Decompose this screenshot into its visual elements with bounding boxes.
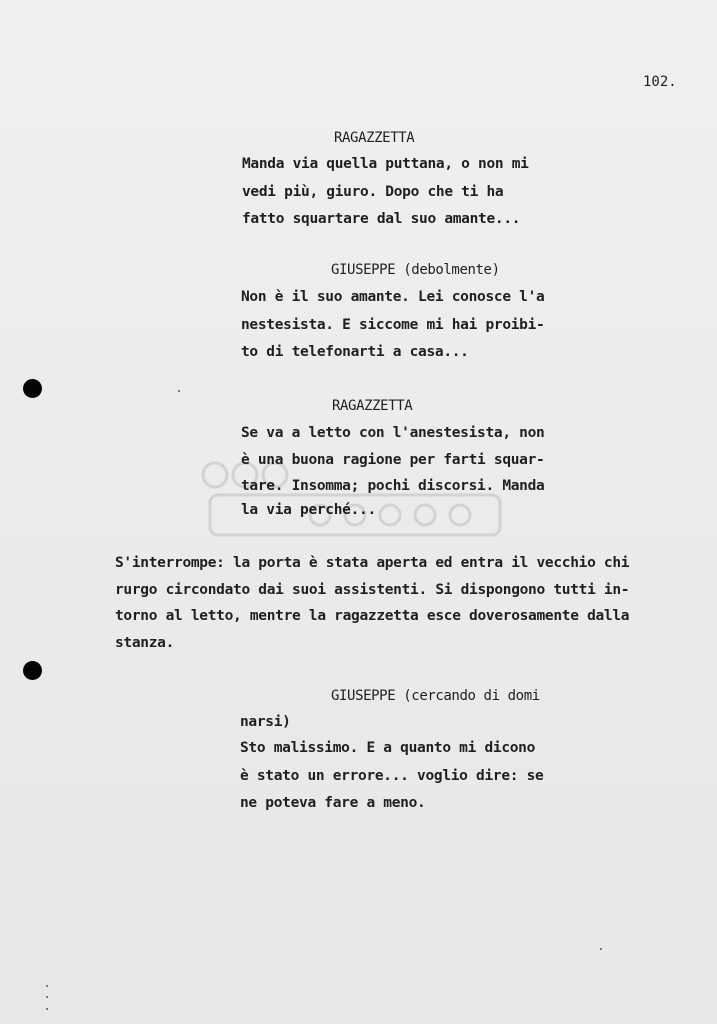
dialogue-line: Non è il suo amante. Lei conosce l'a	[241, 289, 545, 305]
paper-speck	[600, 948, 602, 950]
dialogue-line: la via perché...	[241, 502, 376, 518]
paper-speck	[46, 1008, 48, 1010]
stage-direction-line: rurgo circondato dai suoi assistenti. Si dispongono tutti in-	[115, 582, 630, 598]
stage-direction-line: stanza.	[115, 635, 175, 651]
stage-direction-line: S'interrompe: la porta è stata aperta ed entra il vecchio chi	[115, 555, 630, 571]
dialogue-line: tare. Insomma; pochi discorsi. Manda	[241, 478, 545, 494]
speaker-giuseppe-2: GIUSEPPE (cercando di domi	[331, 688, 540, 704]
paper-speck	[178, 390, 180, 392]
speaker-giuseppe-1: GIUSEPPE (debolmente)	[331, 262, 500, 278]
watermark-seal	[190, 455, 520, 545]
speaker-continuation: narsi)	[240, 714, 291, 730]
page-number: 102.	[643, 74, 677, 90]
dialogue-line: ne poteva fare a meno.	[240, 795, 426, 811]
speaker-ragazzetta-1: RAGAZZETTA	[334, 130, 415, 146]
dialogue-line: nestesista. E siccome mi hai proibi-	[241, 317, 545, 333]
dialogue-line: è una buona ragione per farti squar-	[241, 452, 545, 468]
dialogue-line: Sto malissimo. E a quanto mi dicono	[240, 740, 536, 756]
binder-hole-top	[23, 379, 42, 398]
dialogue-line: vedi più, giuro. Dopo che ti ha	[242, 184, 504, 200]
paper-speck	[46, 996, 48, 998]
dialogue-line: Manda via quella puttana, o non mi	[242, 156, 529, 172]
dialogue-line: Se va a letto con l'anestesista, non	[241, 425, 545, 441]
paper-speck	[46, 985, 48, 987]
speaker-ragazzetta-2: RAGAZZETTA	[332, 398, 413, 414]
dialogue-line: to di telefonarti a casa...	[241, 344, 469, 360]
binder-hole-bottom	[23, 661, 42, 680]
dialogue-line: fatto squartare dal suo amante...	[242, 211, 521, 227]
dialogue-line: è stato un errore... voglio dire: se	[240, 768, 544, 784]
stage-direction-line: torno al letto, mentre la ragazzetta esce doverosamente dalla	[115, 608, 630, 624]
